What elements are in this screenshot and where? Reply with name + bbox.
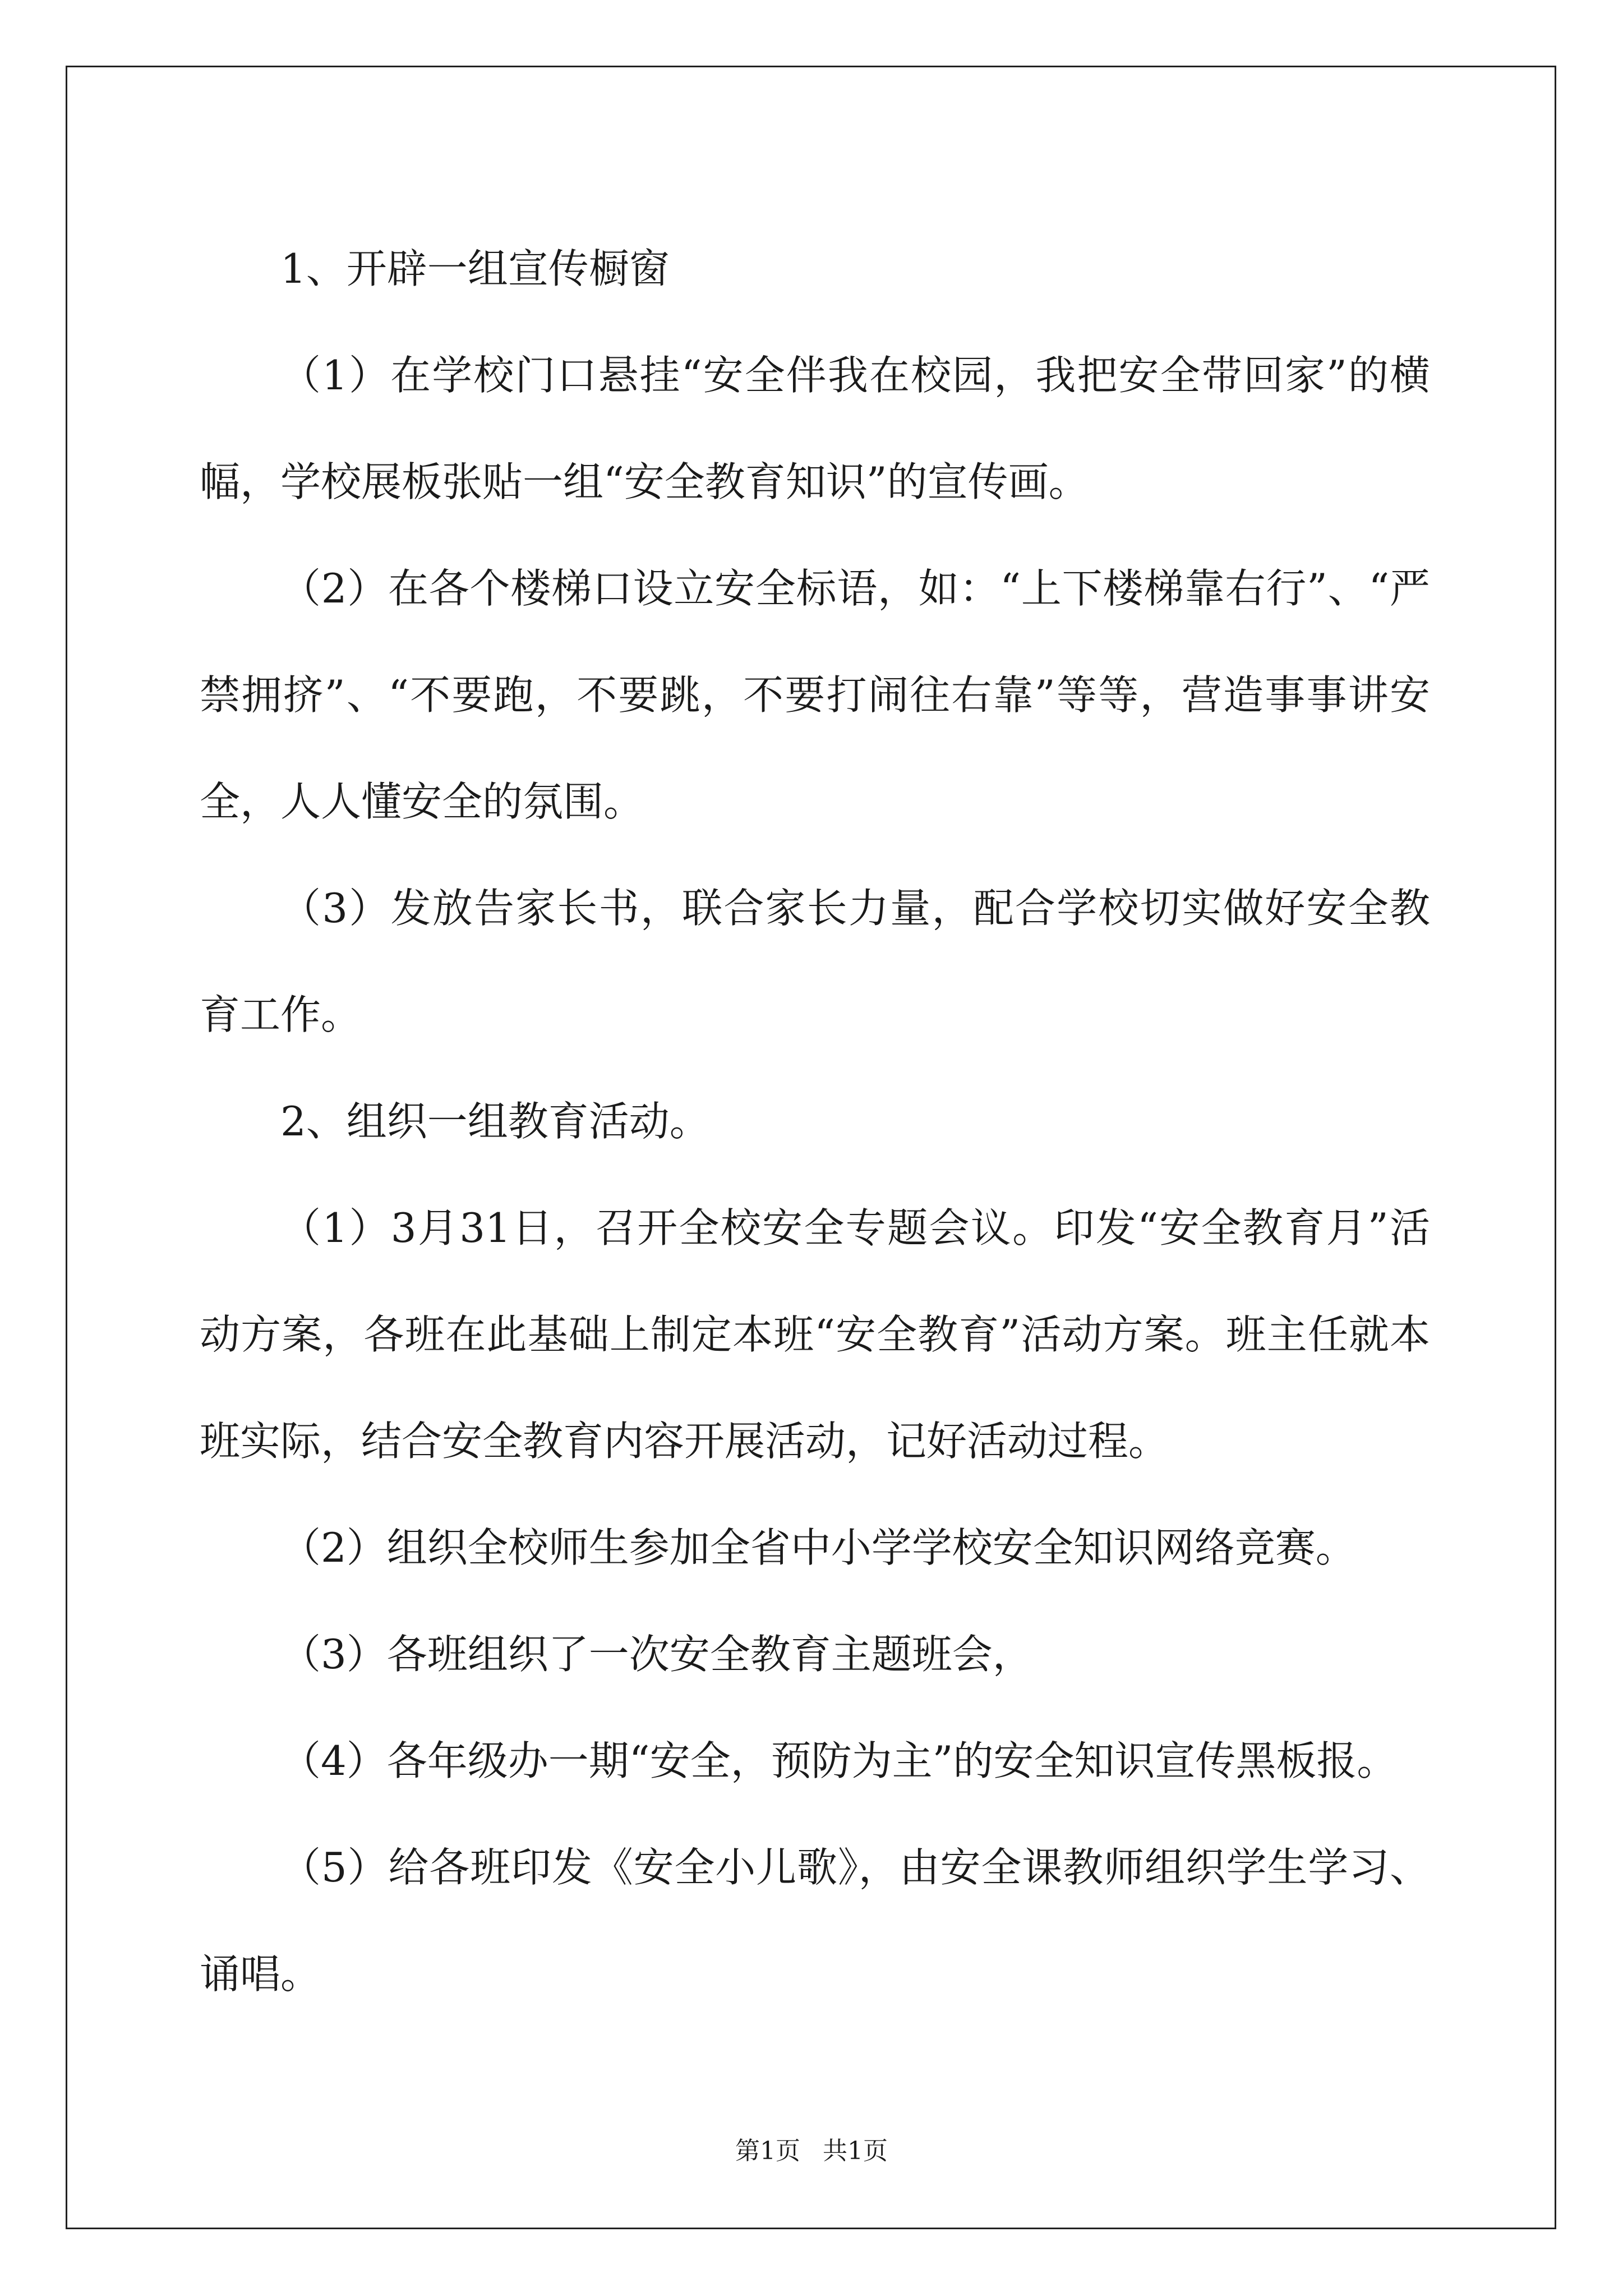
paragraph-parent-letter: （3）发放告家长书，联合家长力量，配合学校切实做好安全教育工作。 xyxy=(200,885,1430,1038)
page-footer xyxy=(0,2134,1623,2168)
paragraph-class-meeting: （3）各班组织了一次安全教育主题班会， xyxy=(280,1631,1033,1678)
heading-publicity-windows: 1、开辟一组宣传橱窗 xyxy=(280,245,670,292)
heading-education-activities: 2、组织一组教育活动。 xyxy=(280,1098,710,1145)
page-number-current: 第1页 xyxy=(735,2137,800,2165)
paragraph-safety-songs: （5）给各班印发《安全小儿歌》，由安全课教师组织学生学习、诵唱。 xyxy=(200,1844,1430,1998)
paragraph-safety-meeting: （1）3月31日，召开全校安全专题会议。印发“安全教育月”活动方案，各班在此基础上制定本班“安全教育”活动方案。班主任就本班实际，结合安全教育内容开展活动，记好活动过程。 xyxy=(200,1204,1430,1465)
paragraph-knowledge-contest: （2）组织全校师生参加全省中小学学校安全知识网络竞赛。 xyxy=(280,1524,1356,1571)
paragraph-stair-slogans: （2）在各个楼梯口设立安全标语，如：“上下楼梯靠右行”、“严禁拥挤”、“不要跑，不要跳，不要打闹往右靠”等等，营造事事讲安全，人人懂安全的氛围。 xyxy=(200,565,1430,825)
document-body xyxy=(200,215,1430,2027)
paragraph-blackboard: （4）各年级办一期“安全，预防为主”的安全知识宣传黑板报。 xyxy=(280,1737,1398,1784)
paragraph-banner: （1）在学校门口悬挂“安全伴我在校园，我把安全带回家”的横幅，学校展板张贴一组“安全教育知识”的宣传画。 xyxy=(200,352,1430,505)
page-number-total: 共1页 xyxy=(823,2137,888,2165)
